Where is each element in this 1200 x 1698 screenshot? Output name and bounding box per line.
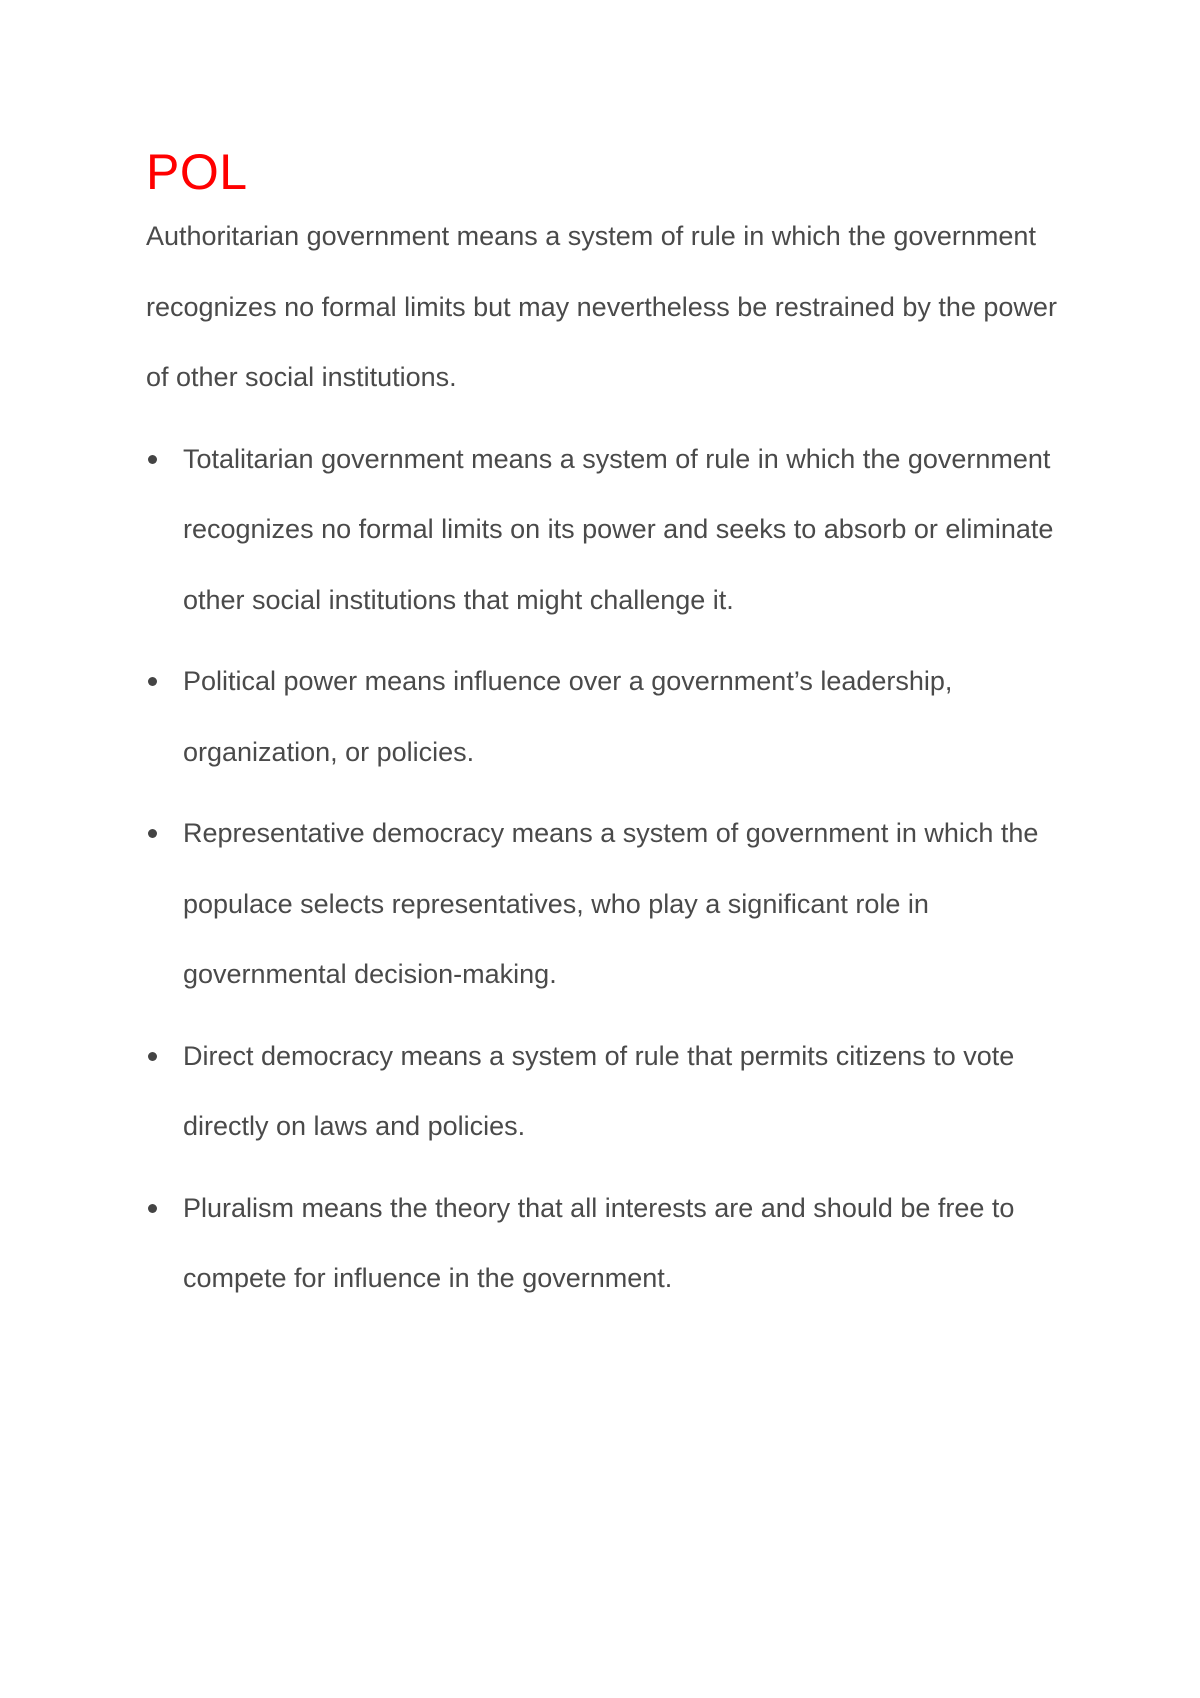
list-item-text: Political power means influence over a government’s leadership, organization, or policies. (183, 666, 953, 767)
bullet-icon (148, 1204, 157, 1213)
definition-list (146, 424, 1076, 1314)
list-item-text: Direct democracy means a system of rule that permits citizens to vote directly on laws and policies. (183, 1040, 1015, 1141)
list-item (146, 424, 1076, 636)
list-item-text: Pluralism means the theory that all interests are and should be free to compete for influence in the government. (183, 1192, 1015, 1293)
bullet-icon (148, 829, 157, 838)
bullet-icon (148, 1052, 157, 1061)
bullet-icon (148, 677, 157, 686)
document-title: POL (146, 144, 248, 200)
bullet-icon (148, 455, 157, 464)
list-item (146, 798, 1076, 1010)
document-content (146, 140, 1076, 1325)
list-item-text: Representative democracy means a system of government in which the populace selects representatives, who play a significant role in governmental decision-making. (183, 818, 1039, 989)
intro-paragraph: Authoritarian government means a system of rule in which the government recognizes no formal limits but may nevertheless be restrained by the power of other social institutions. (146, 221, 1057, 392)
list-item (146, 646, 1076, 787)
list-item (146, 1173, 1076, 1314)
list-item (146, 1021, 1076, 1162)
list-item-text: Totalitarian government means a system of rule in which the government recognizes no formal limits on its power and seeks to absorb or eliminate other social institutions that might challenge it. (183, 443, 1054, 615)
